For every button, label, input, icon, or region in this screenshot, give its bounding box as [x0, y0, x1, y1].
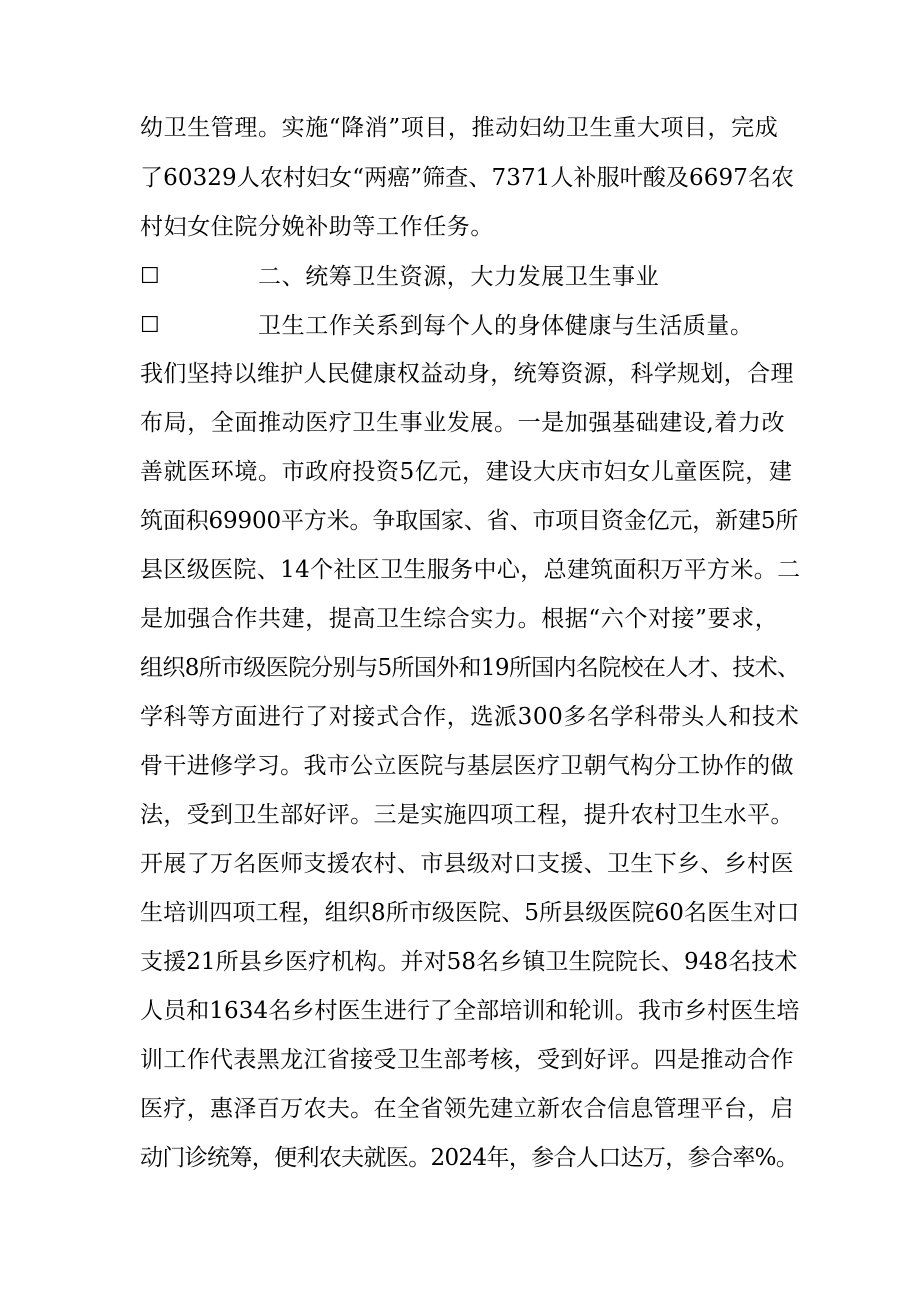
paragraph-line: 布局，全面推动医疗卫生事业发展。一是加强基础建设,着力改	[140, 410, 786, 436]
paragraph-first-line: 卫生工作关系到每个人的身体健康与生活质量。	[258, 313, 754, 339]
section-heading: 二、统筹卫生资源，大力发展卫生事业	[258, 264, 660, 290]
paragraph-line: 训工作代表黑龙江省接受卫生部考核，受到好评。四是推动合作	[140, 1047, 794, 1073]
paragraph-line: 学科等方面进行了对接式合作，选派300多名学科带头人和技术	[140, 704, 800, 730]
paragraph-line: 骨干进修学习。我市公立医院与基层医疗卫朝气构分工协作的做	[140, 753, 794, 779]
paragraph-line: 我们坚持以维护人民健康权益动身，统筹资源，科学规划，合理	[140, 361, 794, 387]
paragraph-line: 组织8所市级医院分别与5所国外和19所国内名院校在人才、技术、	[140, 655, 800, 681]
paragraph-line: 善就医环境。市政府投资5亿元，建设大庆市妇女儿童医院，建	[140, 459, 793, 485]
paragraph-line: 人员和1634名乡村医生进行了全部培训和轮训。我市乡村医生培	[140, 998, 800, 1024]
paragraph-line: 是加强合作共建，提高卫生综合实力。根据“六个对接”要求，	[140, 606, 779, 632]
paragraph-line: 法，受到卫生部好评。三是实施四项工程，提升农村卫生水平。	[140, 802, 794, 828]
paragraph-line: 了60329人农村妇女“两癌”筛查、7371人补服叶酸及6697名农	[140, 165, 795, 191]
paragraph-line: 动门诊统筹，便利农夫就医。2024年，参合人口达万，参合率%。	[140, 1145, 799, 1171]
paragraph-line: 县区级医院、14个社区卫生服务中心，总建筑面积万平方米。二	[140, 557, 801, 583]
paragraph-line: 筑面积69900平方米。争取国家、省、市项目资金亿元，新建5所	[140, 508, 799, 534]
paragraph-line: 开展了万名医师支援农村、市县级对口支援、卫生下乡、乡村医	[140, 851, 794, 877]
checkbox-glyph: ☐	[140, 313, 160, 338]
paragraph-line: 幼卫生管理。实施“降消”项目，推动妇幼卫生重大项目，完成	[140, 115, 779, 141]
paragraph-line: 支援21所县乡医疗机构。并对58名乡镇卫生院院长、948名技术	[140, 949, 798, 975]
paragraph-line: 医疗，惠泽百万农夫。在全省领先建立新农合信息管理平台，启	[140, 1096, 794, 1122]
checkbox-glyph: ☐	[140, 264, 160, 289]
paragraph-line: 村妇女住院分娩补助等工作任务。	[140, 214, 494, 240]
paragraph-line: 生培训四项工程，组织8所市级医院、5所县级医院60名医生对口	[140, 900, 800, 926]
